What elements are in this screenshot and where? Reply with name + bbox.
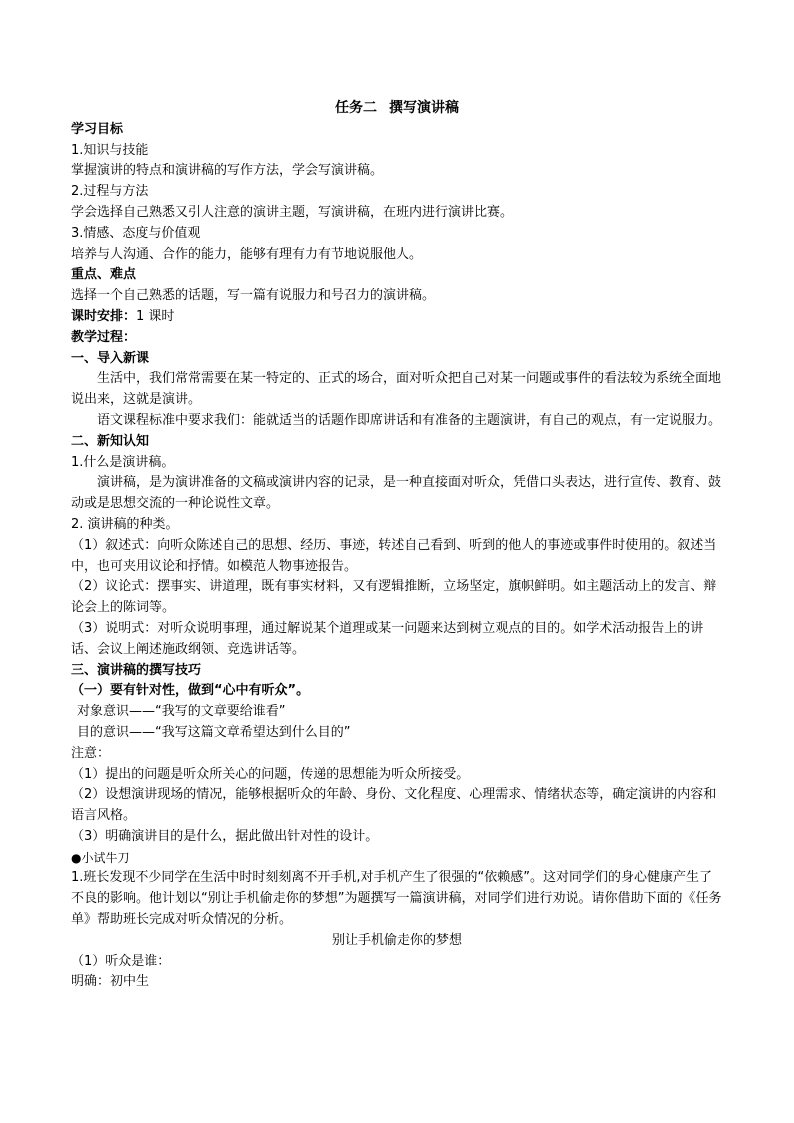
emotion-label: 3.情感、态度与价值观	[71, 225, 201, 241]
section1-heading: 一、导入新课	[71, 350, 150, 366]
section2-q2: 2. 演讲稿的种类。	[71, 516, 179, 532]
process-heading: 教学过程：	[71, 329, 137, 345]
objectives-heading: 学习目标	[71, 121, 124, 137]
key-heading: 重点、难点	[71, 267, 137, 283]
document-page	[71, 98, 723, 993]
section1-para2: 语文课程标准中要求我们：能就适当的话题作即席讲话和有准备的主题演讲，有自己的观点，有一定说服力。	[97, 412, 722, 428]
answer: 明确：初中生	[71, 974, 150, 990]
type-narrative: （1）叙述式：向听众陈述自己的思想、经历、事迹，转述自己看到、听到的他人的事迹或事件时使用的。叙述当中，也可夹用议论和抒情。如模范人物事迹报告。	[71, 537, 717, 574]
note-2: （2）设想演讲现场的情况，能够根据听众的年龄、身份、文化程度、心理需求、情绪状态等，确定演讲的内容和语言风格。	[71, 787, 717, 824]
document-title	[71, 98, 723, 119]
purpose-awareness: 目的意识——“我写这篇文章希望达到什么目的”	[77, 724, 351, 740]
section1-para1: 生活中，我们常常需要在某一特定的、正式的场合，面对听众把自己对某一问题或事件的看法较为系统全面地说出来，这就是演讲。	[71, 371, 722, 408]
type-argumentative: （2）议论式：摆事实、讲道理，既有事实材料，又有逻辑推断，立场坚定，旗帜鲜明。如主题活动上的发言、辩论会上的陈词等。	[71, 579, 717, 616]
title-part2: 撰写演讲稿	[389, 100, 459, 116]
emotion-text: 培养与人沟通、合作的能力，能够有理有力有节地说服他人。	[71, 246, 423, 262]
schedule	[71, 307, 723, 328]
audience-question: （1）听众是谁：	[71, 953, 171, 969]
section3-sub1: （一）要有针对性，做到“心中有听众”。	[71, 683, 310, 699]
note-1: （1）提出的问题是听众所关心的问题，传递的思想能为听众所接受。	[71, 766, 470, 782]
schedule-value: 1 课时	[136, 308, 175, 324]
knowledge-text: 掌握演讲的特点和演讲稿的写作方法，学会写演讲稿。	[71, 163, 384, 179]
process-label: 2.过程与方法	[71, 184, 149, 200]
section3-heading: 三、演讲稿的撰写技巧	[71, 662, 202, 678]
knowledge-label: 1.知识与技能	[71, 142, 149, 158]
speech-title: 别让手机偷走你的梦想	[331, 932, 462, 948]
section2-heading: 二、新知认知	[71, 433, 150, 449]
schedule-label: 课时安排：	[71, 308, 137, 324]
task-text: 1.班长发现不少同学在生活中时时刻刻离不开手机,对手机产生了很强的“依赖感”。这对同学们的身心健康产生了不良的影响。他计划以“别让手机偷走你的梦想”为题撰写一篇演讲稿，对同学们进行劝说。请你借助下面的《任务单》帮助班长完成对听众情况的分析。	[71, 870, 722, 928]
type-expository: （3）说明式：对听众说明事理，通过解说某个道理或某一问题来达到树立观点的目的。如学术活动报告上的讲话、会议上阐述施政纲领、竞选讲话等。	[71, 620, 704, 657]
title-part1: 任务二	[335, 100, 377, 116]
section2-q1: 1.什么是演讲稿。	[71, 454, 175, 470]
audience-awareness: 对象意识——“我写的文章要给谁看”	[77, 704, 286, 720]
note-label: 注意：	[71, 745, 111, 761]
key-text: 选择一个自己熟悉的话题，写一篇有说服力和号召力的演讲稿。	[71, 288, 436, 304]
section2-a1: 演讲稿，是为演讲准备的文稿或演讲内容的记录，是一种直接面对听众，凭借口头表达，进行宣传、教育、鼓动或是思想交流的一种论说性文章。	[71, 475, 722, 512]
process-text: 学会选择自己熟悉又引人注意的演讲主题，写演讲稿，在班内进行演讲比赛。	[71, 204, 514, 220]
try-label: ●小试牛刀	[71, 850, 130, 865]
note-3: （3）明确演讲目的是什么，据此做出针对性的设计。	[71, 828, 379, 844]
